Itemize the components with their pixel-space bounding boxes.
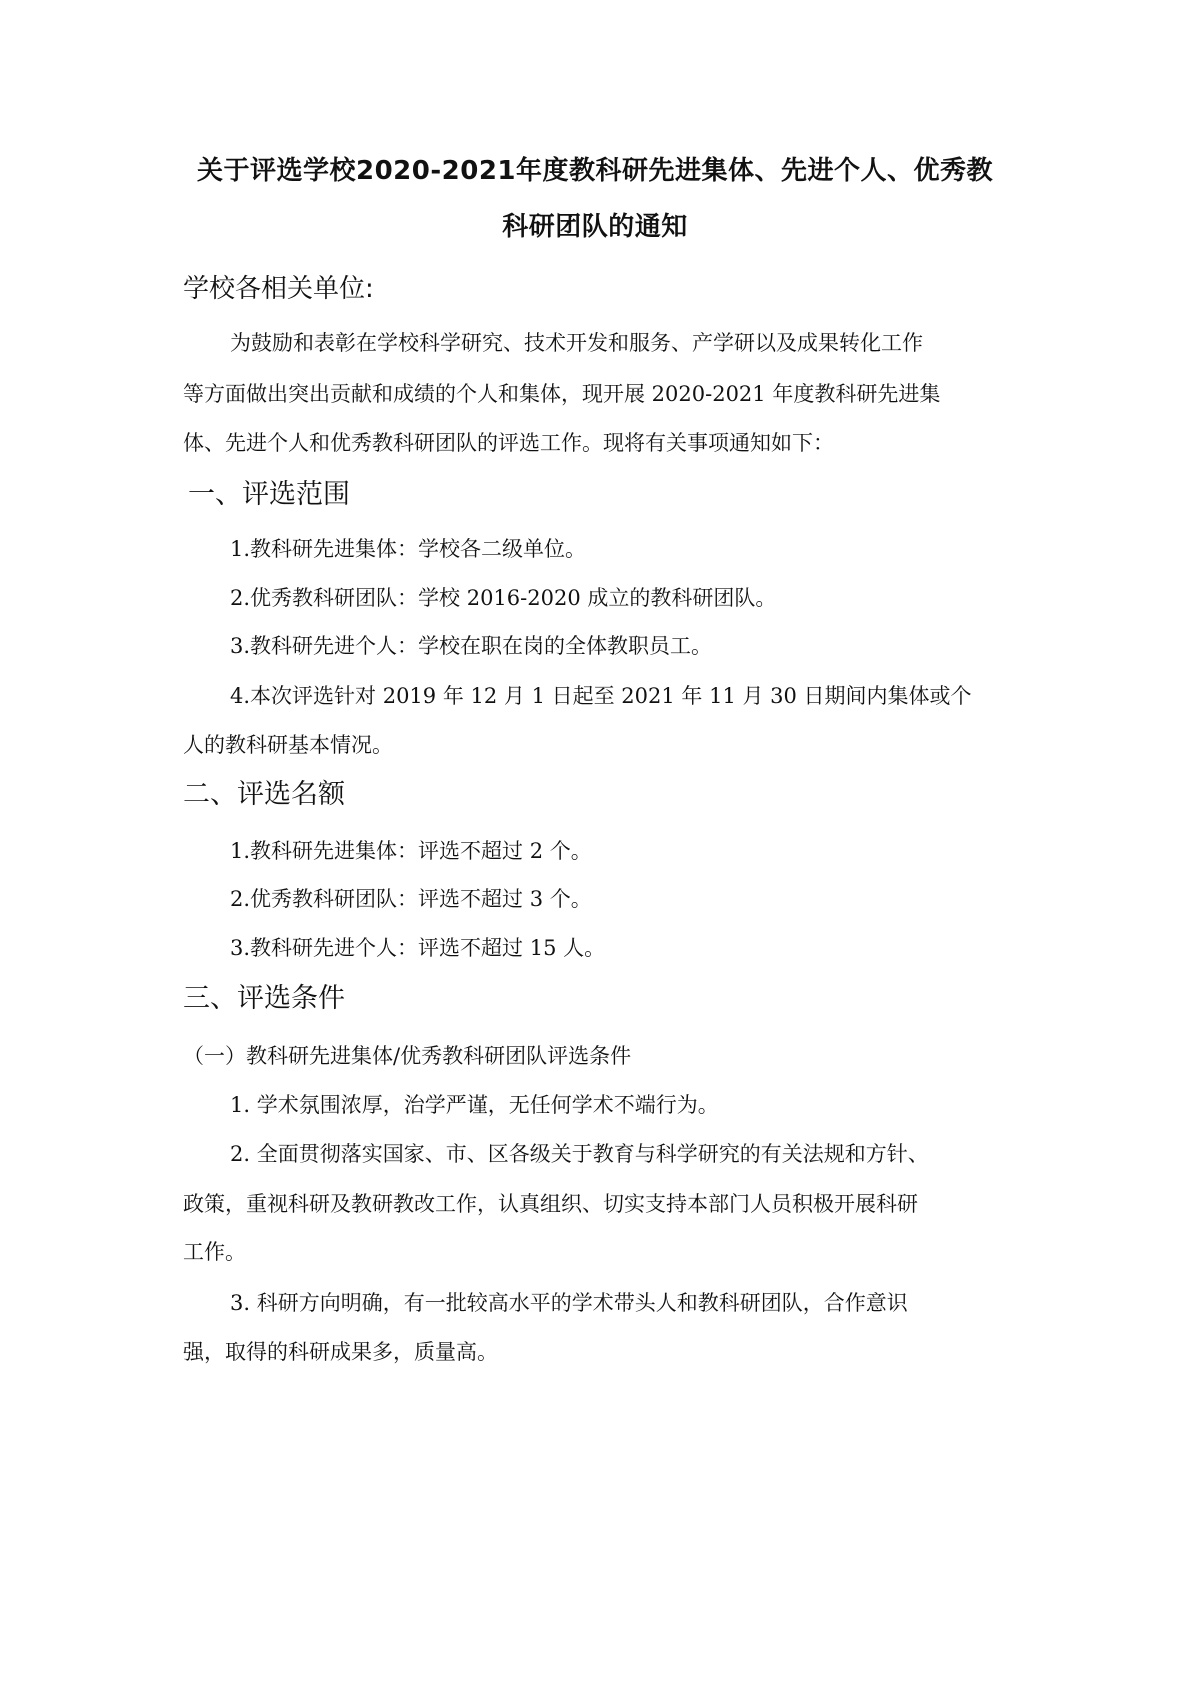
section-1-item-2: 2.优秀教科研团队：学校 2016-2020 成立的教科研团队。 (230, 586, 777, 610)
section-3-heading: 三、评选条件 (183, 983, 345, 1014)
document-title-line-2: 科研团队的通知 (502, 212, 688, 242)
section-1-item-4-line-1: 4.本次评选针对 2019 年 12 月 1 日起至 2021 年 11 月 30 日期间内集体或个 (230, 684, 972, 708)
document-title-line-1: 关于评选学校2020-2021年度教科研先进集体、先进个人、优秀教 (196, 156, 994, 186)
salutation: 学校各相关单位: (183, 274, 374, 304)
section-1-item-3: 3.教科研先进个人：学校在职在岗的全体教职员工。 (230, 634, 713, 658)
section-2-heading: 二、评选名额 (183, 779, 345, 810)
section-1-item-1: 1.教科研先进集体：学校各二级单位。 (230, 537, 587, 561)
section-3-item-2-line-1: 2. 全面贯彻落实国家、市、区各级关于教育与科学研究的有关法规和方针、 (230, 1142, 929, 1166)
section-3-item-3-line-2: 强，取得的科研成果多，质量高。 (183, 1340, 498, 1364)
intro-line-2: 等方面做出突出贡献和成绩的个人和集体，现开展 2020-2021 年度教科研先进集 (183, 382, 941, 406)
section-3-subheading-1: （一）教科研先进集体/优秀教科研团队评选条件 (183, 1044, 632, 1068)
section-3-item-3-line-1: 3. 科研方向明确，有一批较高水平的学术带头人和教科研团队，合作意识 (230, 1291, 908, 1315)
intro-line-3: 体、先进个人和优秀教科研团队的评选工作。现将有关事项通知如下： (183, 431, 834, 455)
section-1-item-4-line-2: 人的教科研基本情况。 (183, 733, 393, 757)
intro-line-1: 为鼓励和表彰在学校科学研究、技术开发和服务、产学研以及成果转化工作 (230, 331, 923, 355)
section-3-item-2-line-2: 政策，重视科研及教研教改工作，认真组织、切实支持本部门人员积极开展科研 (183, 1192, 918, 1216)
section-3-item-2-line-3: 工作。 (183, 1240, 246, 1264)
section-2-item-3: 3.教科研先进个人：评选不超过 15 人。 (230, 936, 606, 960)
section-2-item-1: 1.教科研先进集体：评选不超过 2 个。 (230, 839, 592, 863)
section-1-heading: 一、评选范围 (188, 479, 350, 510)
section-2-item-2: 2.优秀教科研团队：评选不超过 3 个。 (230, 887, 592, 911)
section-3-item-1: 1. 学术氛围浓厚，治学严谨，无任何学术不端行为。 (230, 1093, 719, 1117)
